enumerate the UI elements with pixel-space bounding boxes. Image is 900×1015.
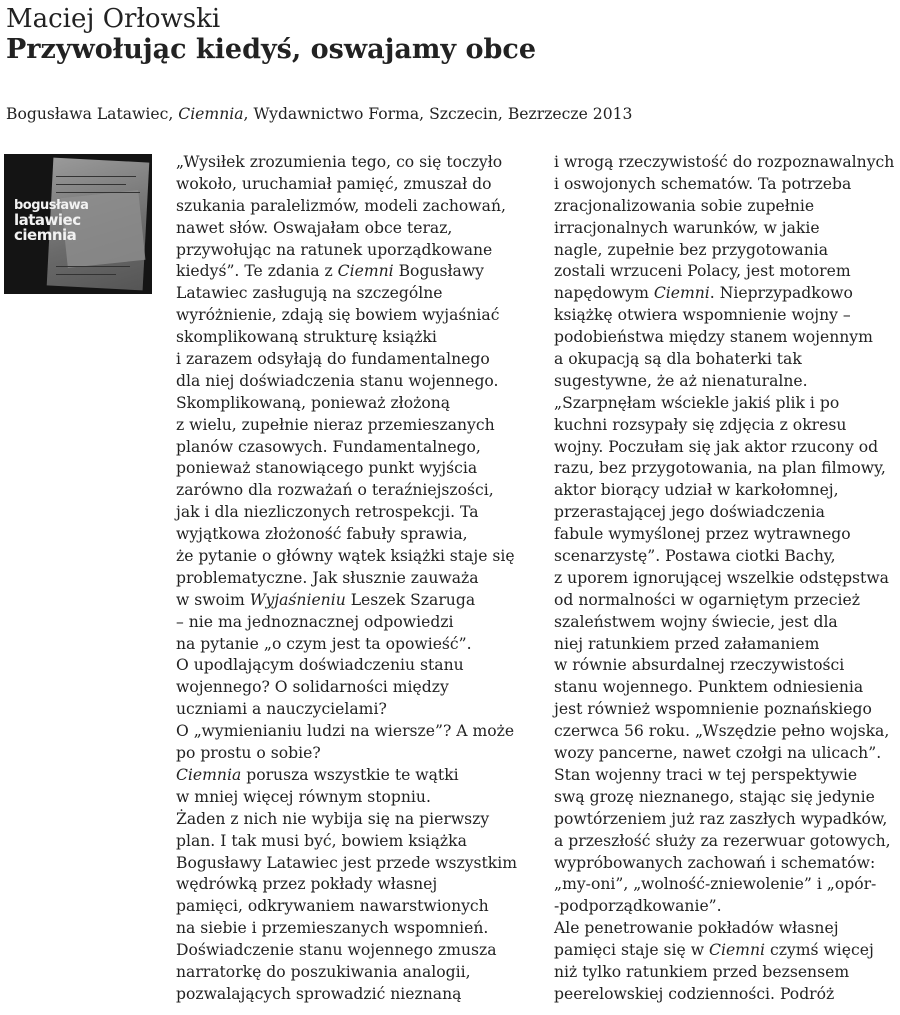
text-line <box>176 721 536 743</box>
text-line <box>554 787 900 809</box>
text-line <box>176 655 536 677</box>
text-line <box>176 480 536 502</box>
text-segment: wojny. Poczułam się jak aktor rzucony od <box>554 437 879 456</box>
text-line <box>176 458 536 480</box>
text-line <box>554 896 900 918</box>
text-line <box>554 940 900 962</box>
text-segment: jest również wspomnienie poznańskiego <box>554 700 872 719</box>
cover-text-line <box>56 184 126 185</box>
text-segment: narratorkę do poszukiwania analogii, <box>176 962 471 981</box>
text-line <box>176 327 536 349</box>
text-segment: po prostu o sobie? <box>176 744 321 763</box>
text-segment: pamięci staje się w <box>554 941 710 960</box>
text-segment: razu, bez przygotowania, na plan filmowy, <box>554 459 886 478</box>
text-segment: aktor biorący udział w karkołomnej, <box>554 481 839 500</box>
text-segment: wędrówką przez pokłady własnej <box>176 875 438 894</box>
cover-text-line <box>56 192 140 193</box>
text-segment: wyjątkowa złożoność fabuły sprawia, <box>176 525 468 544</box>
text-segment: uczniami a nauczycielami? <box>176 700 387 719</box>
text-segment: O upodlającym doświadczeniu stanu <box>176 656 464 675</box>
text-segment: na siebie i przemieszanych wspomnień. <box>176 919 489 938</box>
text-line <box>176 349 536 371</box>
text-line <box>176 283 536 305</box>
text-segment: „Wysiłek zrozumienia tego, co się toczyło <box>176 153 503 171</box>
text-segment: w swoim <box>176 590 250 609</box>
cover-text-line <box>56 176 136 177</box>
text-segment: peerelowskiej codzienności. Podróż <box>554 984 835 1003</box>
text-line <box>554 699 900 721</box>
text-segment: książkę otwiera wspomnienie wojny – <box>554 306 851 325</box>
cover-author-last-name: latawiec <box>14 211 81 229</box>
text-line <box>176 305 536 327</box>
text-segment: Doświadczenie stanu wojennego zmusza <box>176 941 497 960</box>
text-line <box>554 765 900 787</box>
text-segment: od normalności w ogarniętym przecież <box>554 590 860 609</box>
text-line <box>176 918 536 940</box>
text-segment: – nie ma jednoznacznej odpowiedzi <box>176 612 454 631</box>
text-segment: szaleństwem wojny świecie, jest dla <box>554 612 838 631</box>
text-line <box>554 327 900 349</box>
text-segment: w równie absurdalnej rzeczywistości <box>554 656 845 675</box>
text-segment: Leszek Szaruga <box>345 590 476 609</box>
text-line <box>176 699 536 721</box>
text-line <box>554 874 900 896</box>
text-line <box>176 809 536 831</box>
cover-text-line <box>56 274 116 275</box>
text-line <box>176 634 536 656</box>
italic-text: Wyjaśnieniu <box>249 590 346 609</box>
text-line <box>554 590 900 612</box>
article-column-left <box>176 152 536 1006</box>
text-line <box>176 765 536 787</box>
text-line <box>554 918 900 940</box>
text-line <box>554 962 900 984</box>
bibliographic-note <box>6 104 632 124</box>
italic-text: Ciemni <box>709 941 765 960</box>
text-segment: podobieństwa między stanem wojennym <box>554 328 873 347</box>
text-segment: Bogusławy <box>393 262 484 281</box>
text-line <box>176 874 536 896</box>
text-line <box>554 174 900 196</box>
text-segment: Bogusławy Latawiec jest przede wszystkim <box>176 853 518 872</box>
text-line <box>554 634 900 656</box>
text-segment: powtórzeniem już raz zaszłych wypadków, <box>554 809 888 828</box>
text-line <box>176 218 536 240</box>
text-line <box>176 261 536 283</box>
text-line <box>554 743 900 765</box>
text-segment: plan. I tak musi być, bowiem książka <box>176 831 467 850</box>
text-segment: irracjonalnych warunków, w jakie <box>554 218 820 237</box>
text-line <box>554 218 900 240</box>
text-line <box>554 568 900 590</box>
text-segment: szukania paralelizmów, modeli zachowań, <box>176 196 506 215</box>
text-segment: skomplikowaną strukturę książki <box>176 328 437 347</box>
text-segment: fabule wymyślonej przez wytrawnego <box>554 525 851 544</box>
cover-text-line <box>56 266 130 267</box>
text-segment: wozy pancerne, nawet czołgi na ulicach”. <box>554 744 882 763</box>
book-author: Bogusława Latawiec, <box>6 105 179 123</box>
text-line <box>554 721 900 743</box>
text-line <box>176 371 536 393</box>
text-line <box>554 437 900 459</box>
text-segment: a okupacją są dla bohaterki tak <box>554 350 802 369</box>
text-segment: niż tylko ratunkiem przed bezsensem <box>554 962 850 981</box>
text-segment: przerastającej jego doświadczenia <box>554 503 825 522</box>
text-line <box>176 984 536 1006</box>
text-line <box>176 502 536 524</box>
text-segment: Skomplikowaną, ponieważ złożoną <box>176 393 451 412</box>
text-line <box>554 546 900 568</box>
text-segment: napędowym <box>554 284 654 303</box>
text-segment: nagle, zupełnie bez przygotowania <box>554 240 829 259</box>
publication-details: , Wydawnictwo Forma, Szczecin, Bezrzecze 2013 <box>243 105 633 123</box>
text-line <box>176 240 536 262</box>
text-line <box>554 349 900 371</box>
text-line <box>554 809 900 831</box>
text-segment: Stan wojenny traci w tej perspektywie <box>554 765 858 784</box>
article-author: Maciej Orłowski <box>6 4 221 34</box>
text-line <box>176 546 536 568</box>
text-segment: kuchni rozsypały się zdjęcia z okresu <box>554 415 847 434</box>
text-segment: problematyczne. Jak słusznie zauważa <box>176 568 479 587</box>
text-segment: . Nieprzypadkowo <box>709 284 853 303</box>
italic-text: Ciemnia <box>176 765 242 784</box>
text-segment: swą grozę nieznanego, stając się jedynie <box>554 787 875 806</box>
text-segment: pozwalających sprowadzić nieznaną <box>176 984 462 1003</box>
text-segment: przywołując na ratunek uporządkowane <box>176 240 493 259</box>
text-line <box>176 568 536 590</box>
text-line <box>554 524 900 546</box>
text-line <box>554 240 900 262</box>
text-line <box>176 743 536 765</box>
text-segment: ponieważ stanowiącego punkt wyjścia <box>176 459 478 478</box>
text-line <box>176 152 536 174</box>
text-line <box>176 940 536 962</box>
text-segment: i wrogą rzeczywistość do rozpoznawalnych <box>554 153 895 171</box>
text-segment: w mniej więcej równym stopniu. <box>176 787 431 806</box>
italic-text: Ciemni <box>337 262 394 281</box>
text-segment: z wielu, zupełnie nieraz przemieszanych <box>176 415 495 434</box>
text-segment: czymś więcej <box>765 941 874 960</box>
article-title: Przywołując kiedyś, oswajamy obce <box>6 34 537 65</box>
text-line <box>176 524 536 546</box>
text-line <box>554 655 900 677</box>
text-segment: wokoło, uruchamiał pamięć, zmuszał do <box>176 174 492 193</box>
text-segment: Żaden z nich nie wybija się na pierwszy <box>176 809 490 828</box>
text-line <box>554 677 900 699</box>
text-segment: -podporządkowanie”. <box>554 897 722 916</box>
cover-author-first-name: bogusława <box>14 198 89 213</box>
text-segment: nawet słów. Oswajałam obce teraz, <box>176 218 453 237</box>
text-segment: stanu wojennego. Punktem odniesienia <box>554 678 864 697</box>
text-segment: i zarazem odsyłają do fundamentalnego <box>176 350 490 369</box>
text-segment: wyróżnienie, zdają się bowiem wyjaśniać <box>176 306 500 325</box>
text-line <box>554 393 900 415</box>
text-line <box>554 984 900 1006</box>
text-segment: zarówno dla rozważań o teraźniejszości, <box>176 481 494 500</box>
text-line <box>176 962 536 984</box>
text-segment: zostali wrzuceni Polacy, jest motorem <box>554 262 851 281</box>
text-segment: „my-oni”, „wolność-zniewolenie” i „opór- <box>554 875 877 894</box>
text-line <box>176 831 536 853</box>
text-line <box>176 896 536 918</box>
text-line <box>554 305 900 327</box>
text-segment: „Szarpnęłam wściekle jakiś plik i po <box>554 393 840 412</box>
text-segment: wojennego? O solidarności między <box>176 678 449 697</box>
text-segment: niej ratunkiem przed załamaniem <box>554 634 820 653</box>
text-segment: kiedyś”. Te zdania z <box>176 262 338 281</box>
text-line <box>176 677 536 699</box>
text-segment: zracjonalizowania sobie zupełnie <box>554 196 815 215</box>
text-segment: pamięci, odkrywaniem nawarstwionych <box>176 897 489 916</box>
text-line <box>554 371 900 393</box>
cover-book-title: ciemnia <box>14 226 77 244</box>
text-line <box>176 174 536 196</box>
text-segment: Ale penetrowanie pokładów własnej <box>554 919 839 938</box>
text-line <box>176 437 536 459</box>
text-line <box>554 415 900 437</box>
text-line <box>176 787 536 809</box>
text-segment: dla niej doświadczenia stanu wojennego. <box>176 371 499 390</box>
text-segment: porusza wszystkie te wątki <box>241 765 459 784</box>
text-segment: czerwca 56 roku. „Wszędzie pełno wojska, <box>554 722 890 741</box>
text-line <box>554 458 900 480</box>
text-line <box>176 415 536 437</box>
text-segment: z uporem ignorującej wszelkie odstępstwa <box>554 568 889 587</box>
text-line <box>554 612 900 634</box>
text-line <box>554 283 900 305</box>
text-line <box>176 393 536 415</box>
text-segment: a przeszłość służy za rezerwuar gotowych, <box>554 831 891 850</box>
text-line <box>554 831 900 853</box>
text-segment: planów czasowych. Fundamentalnego, <box>176 437 481 456</box>
text-segment: sugestywne, że aż nienaturalne. <box>554 371 808 390</box>
text-segment: na pytanie „o czym jest ta opowieść”. <box>176 634 472 653</box>
text-segment: jak i dla niezliczonych retrospekcji. Ta <box>176 503 479 522</box>
text-line <box>554 480 900 502</box>
text-segment: że pytanie o główny wątek książki staje się <box>176 547 515 566</box>
text-line <box>554 261 900 283</box>
text-segment: Latawiec zasługują na szczególne <box>176 284 443 303</box>
book-cover-image <box>4 154 152 294</box>
italic-text: Ciemni <box>653 284 710 303</box>
text-line <box>554 502 900 524</box>
text-line <box>554 853 900 875</box>
text-line <box>176 612 536 634</box>
text-segment: wypróbowanych zachowań i schematów: <box>554 853 876 872</box>
text-segment: O „wymienianiu ludzi na wiersze”? A może <box>176 722 515 741</box>
text-line <box>554 196 900 218</box>
text-segment: i oswojonych schematów. Ta potrzeba <box>554 174 852 193</box>
text-line <box>176 590 536 612</box>
text-line <box>554 152 900 174</box>
article-column-right <box>554 152 900 1006</box>
text-line <box>176 853 536 875</box>
book-title: Ciemnia <box>178 105 244 123</box>
text-segment: scenarzystę”. Postawa ciotki Bachy, <box>554 547 836 566</box>
text-line <box>176 196 536 218</box>
